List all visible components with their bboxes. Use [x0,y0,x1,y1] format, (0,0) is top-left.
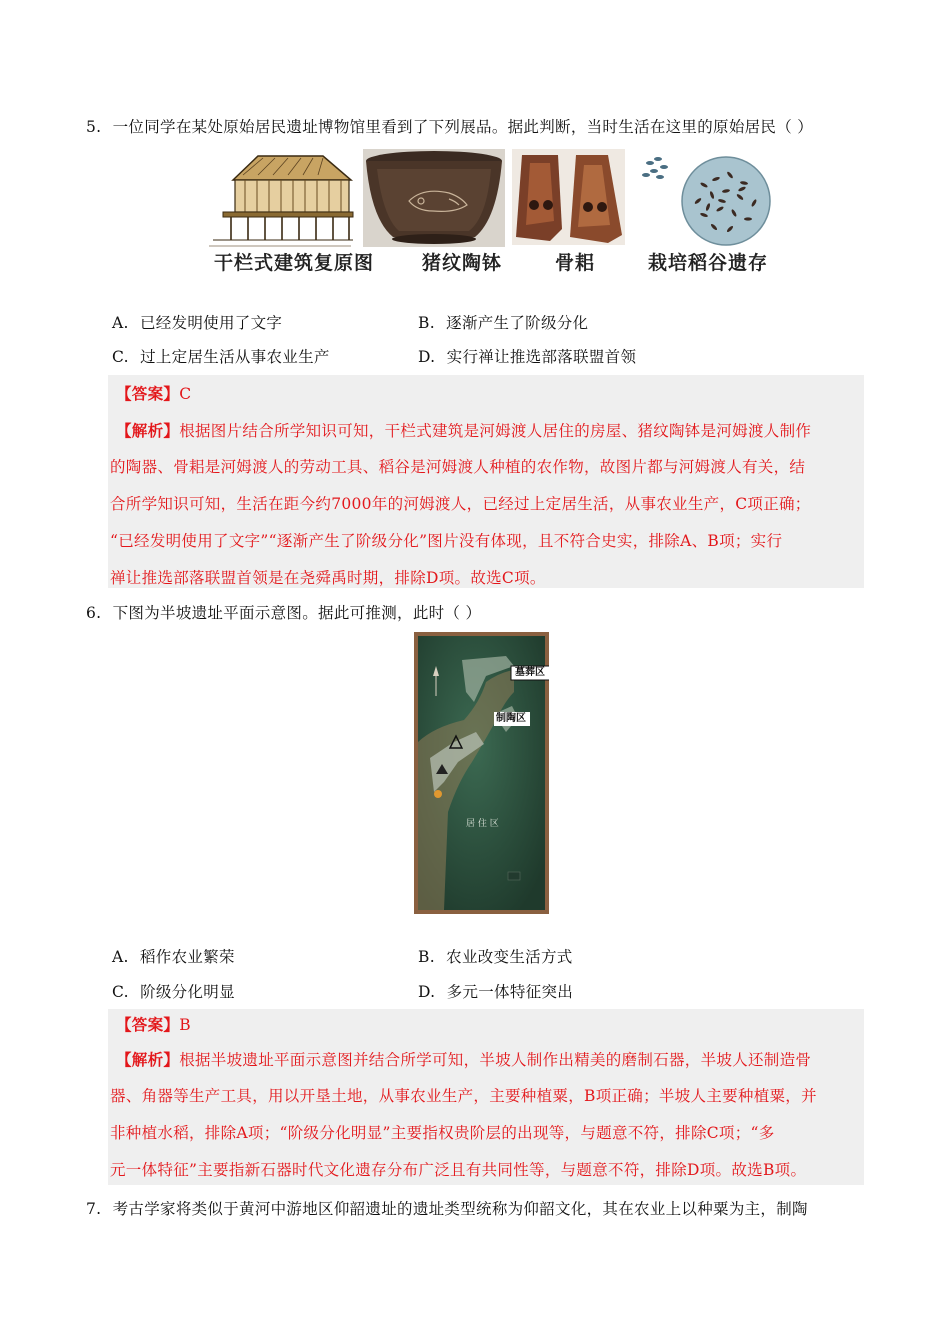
option-c[interactable] [112,346,330,368]
option-letter: D. [418,983,436,1001]
map-label-living-area: 居 住 区 [466,819,499,829]
question-text: 一位同学在某处原始居民遗址博物馆里看到了下列展品。据此判断，当时生活在这里的原始居民（ ） [112,118,814,136]
option-letter: D. [418,348,436,366]
question-6-stem [86,602,481,624]
map-label-pottery-area: 制陶区 [496,713,526,724]
question-text: 下图为半坡遗址平面示意图。据此可推测，此时（ ） [112,604,482,622]
caption-stilt-house: 干栏式建筑复原图 [214,252,375,274]
question-text: 考古学家将类似于黄河中游地区仰韶遗址的遗址类型统称为仰韶文化，其在农业上以种粟为主，制陶 [112,1200,808,1218]
question-7-stem [86,1198,808,1220]
caption-rice-remains: 栽培稻谷遗存 [648,252,769,274]
answer-label: 【答案】 [116,1015,180,1034]
question-5-stem [86,116,813,138]
option-letter: C. [112,983,129,1001]
option-d[interactable] [418,346,636,368]
banpo-site-map [414,632,549,914]
analysis-line: 的陶器、骨耜是河姆渡人的劳动工具、稻谷是河姆渡人种植的农作物，故图片都与河姆渡人有关，结 [110,458,806,476]
caption-pottery-bowl: 猪纹陶钵 [422,252,503,274]
answer-block-q5 [108,375,864,588]
analysis-line: 非种植水稻，排除A项；“阶级分化明显”主要指权贵阶层的出现等，与题意不符，排除C项；“多 [110,1124,775,1142]
option-a[interactable] [112,312,282,334]
map-label-burial-area: 墓葬区 [515,667,545,678]
option-c[interactable] [112,981,235,1003]
analysis-label: 【解析】 [116,421,180,440]
option-letter: B. [418,314,435,332]
analysis-line: “已经发明使用了文字”“逐渐产生了阶级分化”图片没有体现，且不符合史实，排除A、B项；实行 [110,532,783,550]
option-a[interactable] [112,946,235,968]
answer-label: 【答案】 [116,384,180,403]
analysis-line [108,1041,864,1078]
stilt-house-illustration [203,150,356,248]
option-text: 农业改变生活方式 [446,948,573,966]
option-text: 阶级分化明显 [140,983,235,1001]
answer-line [108,375,864,412]
analysis-line [108,412,864,449]
option-letter: A. [112,314,129,332]
analysis-line: 器、角器等生产工具，用以开垦土地，从事农业生产，主要种植粟，B项正确；半坡人主要种植粟，并 [110,1087,817,1105]
question-number: 6. [86,604,102,622]
analysis-text: 根据图片结合所学知识可知，干栏式建筑是河姆渡人居住的房屋、猪纹陶钵是河姆渡人制作 [179,422,812,440]
answer-value: B [179,1016,191,1034]
option-text: 实行禅让推选部落联盟首领 [446,348,637,366]
rice-grain-remains-photo [634,149,774,247]
bone-spade-photo [512,149,625,245]
option-letter: A. [112,948,129,966]
question-number: 7. [86,1200,102,1218]
option-text: 已经发明使用了文字 [139,314,283,332]
option-text: 多元一体特征突出 [446,983,574,1001]
analysis-label: 【解析】 [116,1050,180,1069]
answer-line [108,1009,864,1041]
analysis-line: 元一体特征”主要指新石器时代文化遗存分布广泛且有共同性等，与题意不符，排除D项。故选B项。 [110,1161,807,1179]
analysis-text: 根据半坡遗址平面示意图并结合所学可知，半坡人制作出精美的磨制石器，半坡人还制造骨 [179,1051,812,1069]
pig-pattern-pottery-bowl-photo [363,149,505,247]
option-d[interactable] [418,981,573,1003]
option-text: 逐渐产生了阶级分化 [446,314,589,332]
option-text: 过上定居生活从事农业生产 [140,348,330,366]
option-letter: B. [418,948,435,966]
caption-bone-spade: 骨耜 [555,252,596,274]
option-text: 稻作农业繁荣 [139,948,235,966]
answer-value: C [179,385,192,403]
option-letter: C. [112,348,129,366]
option-b[interactable] [418,312,588,334]
analysis-line: 禅让推选部落联盟首领是在尧舜禹时期，排除D项。故选C项。 [110,569,546,587]
question-number: 5. [86,118,102,136]
analysis-line: 合所学知识可知，生活在距今约7000年的河姆渡人，已经过上定居生活，从事农业生产，C项正确； [110,495,811,513]
option-b[interactable] [418,946,573,968]
answer-block-q6 [108,1009,864,1185]
